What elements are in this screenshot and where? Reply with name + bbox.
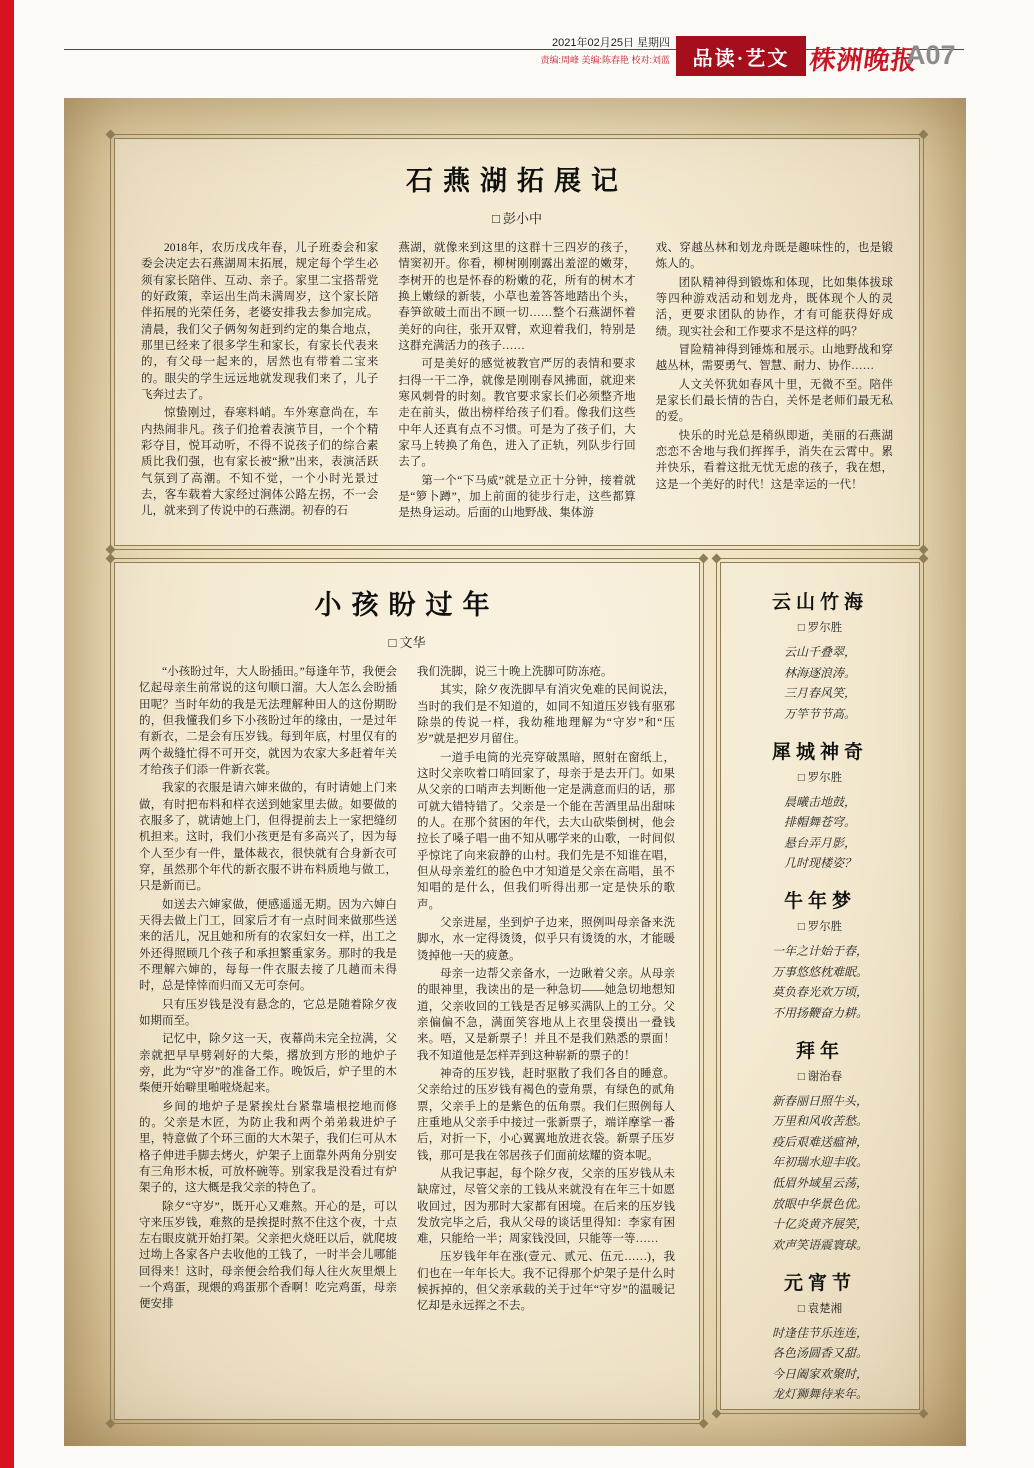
corner-ornament [712,554,722,564]
poem-title: 云山竹海 [771,592,868,613]
paragraph: 从我记事起，每个除夕夜，父亲的压岁钱从未缺席过，尽管父亲的工钱从来就没有在年三十如愿收回过，因为那时大家都有困境。在后来的压岁钱发放完毕之后，我从父母的谈话里得知：李家有困难，只能给一半；周家钱没回，只能等一等…… [417,1167,675,1246]
poem-line: 莫负春光欢万顷， [771,985,868,1000]
article-column [139,664,397,1402]
poem-line: 今日阖家欢聚时， [771,1366,868,1381]
paragraph: “小孩盼过年，大人盼插田。”每逢年节，我便会忆起母亲生前常说的这句顺口溜。大人怎么会盼插田呢？当时年幼的我是无法理解种田人的这份期盼的，但我懂我们乡下小孩盼过年的缘由，一是过年有新衣，二是会有压岁钱。每到年底，村里仅有的两个裁缝忙得不可开交，就因为农家大多赶着年关才给孩子们添一件新衣裳。 [139,666,397,776]
parchment-background [64,98,966,1446]
poem-line: 各色汤圆香又甜。 [771,1346,868,1361]
corner-ornament [699,554,709,564]
corner-ornament [699,1419,709,1429]
poem-line: 低眉外域星云荡， [771,1176,868,1190]
poem [735,886,905,1024]
paragraph: 燕湖，就像来到这里的这群十三四岁的孩子，情窦初开。你看，柳树刚刚露出羞涩的嫩芽，李树开的也是怀春的粉嫩的花，所有的树木才换上嫩绿的新装，小草也羞答答地踏出个头，春笋欲破土而出不顾一切……整个石燕湖怀着美好的向往，张开双臂，欢迎着我们，特别是这群充满活力的孩子…… [398,242,636,352]
article-title: 小孩盼过年 [314,590,500,620]
editors-credit: 责编:周峰 美编:陈春艳 校对:刘蓝 [540,55,670,65]
paragraph: 2018年，农历戊戌年春，儿子班委会和家委会决定去石燕湖周末拓展，规定每个学生必须有家长陪伴、互动、亲子。家里二宝搭帮党的好政策，幸运出生尚未满周岁，这个家长陪伴拓展的光荣任务，老婆安排我去参加完成。清晨，我们父子俩匆匆赶到约定的集合地点，那里已经来了很多学生和家长，有家长代表来的，有父母一起来的，居然也有带着二宝来的。眼尖的学生远远地就发现我们来了，儿子飞奔过去了。 [141,242,379,401]
article-author: □ 彭小中 [491,211,543,226]
poem-line: 疫后艰难送瘟神， [771,1134,868,1149]
article-title: 石燕湖拓展记 [406,166,628,196]
poem-author: □ 袁楚湘 [797,1302,843,1315]
paragraph: 可是美好的感觉被教官严厉的表情和要求扫得一干二净，就像是刚刚春风拂面，就迎来寒风刺骨的时刻。教官要求家长们必须整齐地走在前头，做出榜样给孩子们看。像我们这些中年人还真有点不习惯。可是为了孩子们，大家马上转换了角色，进入了正轨，列队步行回去了。 [398,358,636,469]
poem-line: 排帽舞苍穹。 [783,815,856,830]
corner-ornament [106,554,116,564]
paragraph: 其实，除夕夜洗脚早有消灾免难的民间说法，当时的我们是不知道的，如同不知道压岁钱有驱邪除祟的传说一样，我幼稚地理解为“守岁”和“压岁”就是把岁月留住。 [417,684,675,746]
paragraph: 冒险精神得到锤炼和展示。山地野战和穿越丛林，需要勇气、智慧、耐力、协作…… [655,343,893,373]
article-columns [141,240,893,536]
page-number: A07 [906,40,956,70]
poem-line: 一年之计始于春， [771,944,868,958]
poem-line: 悬台弄月影， [783,835,856,850]
poetry-column [720,562,920,1410]
paragraph: 戏、穿越丛林和划龙舟既是趣味性的，也是锻炼人的。 [655,242,893,271]
paragraph: 一道手电筒的光亮穿破黑暗，照射在窗纸上，这时父亲吹着口哨回家了，母亲于是去开门。如果从父亲的口哨声去判断他一定是满意而归的话，那可就大错特错了。父亲是一个能在苦酒里品出甜味的人。在那个贫困的年代，去大山砍柴倒树，他会拉长了嗓子唱一曲不知从哪学来的山歌，一时间似乎惊诧了向来寂静的山村。我们先是不知谁在唱，但从母亲羞红的脸色中才知道是父亲在高唱，虽不知唱的是什么，但我们听得出那一定是快乐的歌声。 [417,751,675,911]
poem-line: 晨曦击地鼓， [783,794,856,809]
poem-line: 万里和风收苦愁。 [771,1114,868,1129]
poem-line: 时逢佳节乐连连， [771,1325,868,1340]
poem-line: 不用扬鞭奋力耕。 [771,1005,868,1020]
poem-author: □ 谢治春 [797,1070,843,1083]
paragraph: 第一个“下马威”就是立正十分钟，接着就是“箩卜蹲”，加上前面的徒步行走，这些都算是热身运动。后面的山地野战、集体游 [398,474,636,520]
article-column [656,240,893,536]
paragraph: 人文关怀犹如春风十里，无微不至。陪伴是家长们最长情的告白，关怀是老师们最无私的爱。 [655,378,893,424]
poem-line: 新春丽日照牛头， [771,1093,868,1108]
poem-line: 年初瑞水迎丰收。 [771,1155,868,1170]
poem-title: 犀城神奇 [771,741,868,763]
paragraph: 只有压岁钱是没有悬念的，它总是随着除夕夜如期而至。 [139,998,397,1027]
paragraph: 父亲进屋，坐到炉子边来，照例叫母亲备来洗脚水，水一定得烫烫，似乎只有烫烫的水，才能暖烫掉他一天的疲惫。 [417,916,675,962]
article-author: □ 文华 [388,635,426,650]
poem-author: □ 罗尔胜 [797,921,843,933]
paragraph: 团队精神得到锻炼和体现，比如集体拔球等四种游戏活动和划龙舟，既体现个人的灵活，更要求团队的协作，才有可能获得好成绩。现实社会和工作要求不是这样的吗？ [655,276,893,338]
poem-line: 林海逐浪涛。 [783,665,856,680]
article-shiyanhu [114,138,920,546]
poem-line: 欢声笑语震寰球。 [771,1237,868,1252]
publication-date: 2021年02月25日 星期四 [552,37,670,49]
poem [735,1268,905,1406]
paragraph: 压岁钱年年在涨(壹元、贰元、伍元……)，我们也在一年年长大。我不记得那个炉架子是什么时候拆掉的，但父亲承载的关于过年“守岁”的温暖记忆却是永远挥之不去。 [417,1251,675,1313]
masthead-logo: 株洲晚报 [807,46,920,75]
paragraph: 我们洗脚，说三十晚上洗脚可防冻疮。 [417,666,613,678]
article-columns [139,664,675,1402]
corner-ornament [919,554,929,564]
paragraph: 快乐的时光总是稍纵即逝，美丽的石燕湖恋恋不舍地与我们挥挥手，消失在云霄中。累并快乐，看着这批无忧无虑的孩子，我在想，这是一个美好的时代！这是幸运的一代！ [655,429,893,491]
poem-line: 万事悠悠枕难眠。 [771,964,868,979]
poem [735,1036,905,1256]
left-edge-bar [0,0,14,1468]
corner-ornament [106,1419,116,1429]
poem-title: 元宵节 [783,1272,856,1294]
paragraph: 我家的衣服是请六婶来做的，有时请她上门来做，有时把布料和样衣送到她家里去做。如要做的衣服多了，就请她上门，但得提前去上一家把缝纫机担来。这时，我们小孩更是有多高兴了，因为每个人至少有一件，量体裁衣，很快就有合身新衣可穿，虽然那个年代的新衣服不讲布料质地与做工，只是新而已。 [139,782,397,893]
corner-ornament [106,130,116,140]
poem-author: □ 罗尔胜 [797,771,843,784]
poem [735,737,905,875]
section-badge: 品读·艺文 [676,36,806,76]
poem-line: 几时现楼姿？ [783,856,856,871]
poem-line: 龙灯狮舞待来年。 [771,1387,868,1402]
paragraph: 惊蛰刚过，春寒料峭。车外寒意尚在，车内热闹非凡。孩子们抢着表演节目，一个个精彩夺目，悦耳动听，不得不说孩子们的综合素质比我们强，也有家长被“揪”出来，表演活跃气氛到了高潮。不知不觉，一个小时光景过去，客车载着大家经过涧体公路左拐，不一会儿，就来到了传说中的石燕湖。初春的石 [141,407,379,518]
article-column [141,240,378,536]
corner-ornament [919,1409,929,1419]
poem-line: 放眼中华景色优。 [771,1196,868,1211]
poem-title: 牛年梦 [783,891,856,912]
poem-line: 十亿炎黄齐展笑， [771,1217,868,1232]
poem [735,587,905,725]
paragraph: 神奇的压岁钱，赶时驱散了我们各自的睡意。父亲给过的压岁钱有褐色的壹角票，有绿色的贰角票，父亲手上的是紫色的伍角票。我们仨照例每人庄重地从父亲手中接过一张新票子，端详摩挲一番后，对折一下，小心翼翼地放进衣袋。新票子压岁钱，那可是我在邻居孩子们面前炫耀的资本呢。 [417,1067,675,1162]
poem-line: 云山千叠翠， [783,645,856,659]
article-column [417,664,675,1402]
corner-ornament [712,1409,722,1419]
paragraph: 记忆中，除夕这一天，夜幕尚未完全拉满，父亲就把早早劈剁好的大柴，撂放到方形的地炉子旁，此为“守岁”的准备工作。晚饭后，炉子里的木柴便开始噼里啪啦烧起来。 [139,1033,397,1095]
corner-ornament [919,130,929,140]
poem-line: 三月春风笑， [783,686,856,701]
paragraph: 母亲一边帮父亲备水，一边瞅着父亲。从母亲的眼神里，我读出的是一种急切——她急切地想知道，父亲收回的工钱是否足够买满队上的工分。父亲偏偏不急，满面笑容地从上衣里袋摸出一叠钱来。唔，又是新票子！并且不是我们熟悉的票面！我不知道他是怎样弄到这种崭新的票子的！ [417,967,675,1062]
paragraph: 如送去六婶家做，便感遥遥无期。因为六婶白天得去做上门工，回家后才有一点时间来做那些送来的活儿，况且她和所有的农家妇女一样，出工之外还得照顾几个孩子和承担繁重家务。那时的我是不理解六婶的，每每一件衣服去接了几趟而未得时，总是悻悻而归而又无可奈何。 [139,898,397,993]
article-xiaohai [114,562,700,1420]
poem-line: 万竿节节高。 [783,706,856,721]
paragraph: 乡间的地炉子是紧挨灶台紧靠墙根挖地而修的。父亲是木匠，为防止我和两个弟弟栽进炉子里，特意做了个环三面的大木架子，我们仨可从木格子伸进手脚去烤火，炉架子上面靠外两角分别安有三角形木板，可放杯碗等。别家我是没看过有炉架子的，这大概是我父亲的特色了。 [139,1100,397,1195]
poem-title: 拜年 [795,1040,844,1062]
header-meta [455,34,670,66]
article-column [398,240,635,536]
poem-author: □ 罗尔胜 [797,622,843,634]
paragraph: 除夕“守岁”，既开心又难熬。开心的是，可以守来压岁钱，难熬的是挨提时熬不住这个夜，十点左右眼皮就开始打架。父亲把火烧旺以后，就爬坡过坳上各家各户去收他的工钱了，一时半会儿哪能回得来！这时，母亲便会给我们每人往火灰里煨上一个鸡蛋，现煨的鸡蛋那个香啊！吃完鸡蛋，母亲便安排 [139,1200,397,1311]
